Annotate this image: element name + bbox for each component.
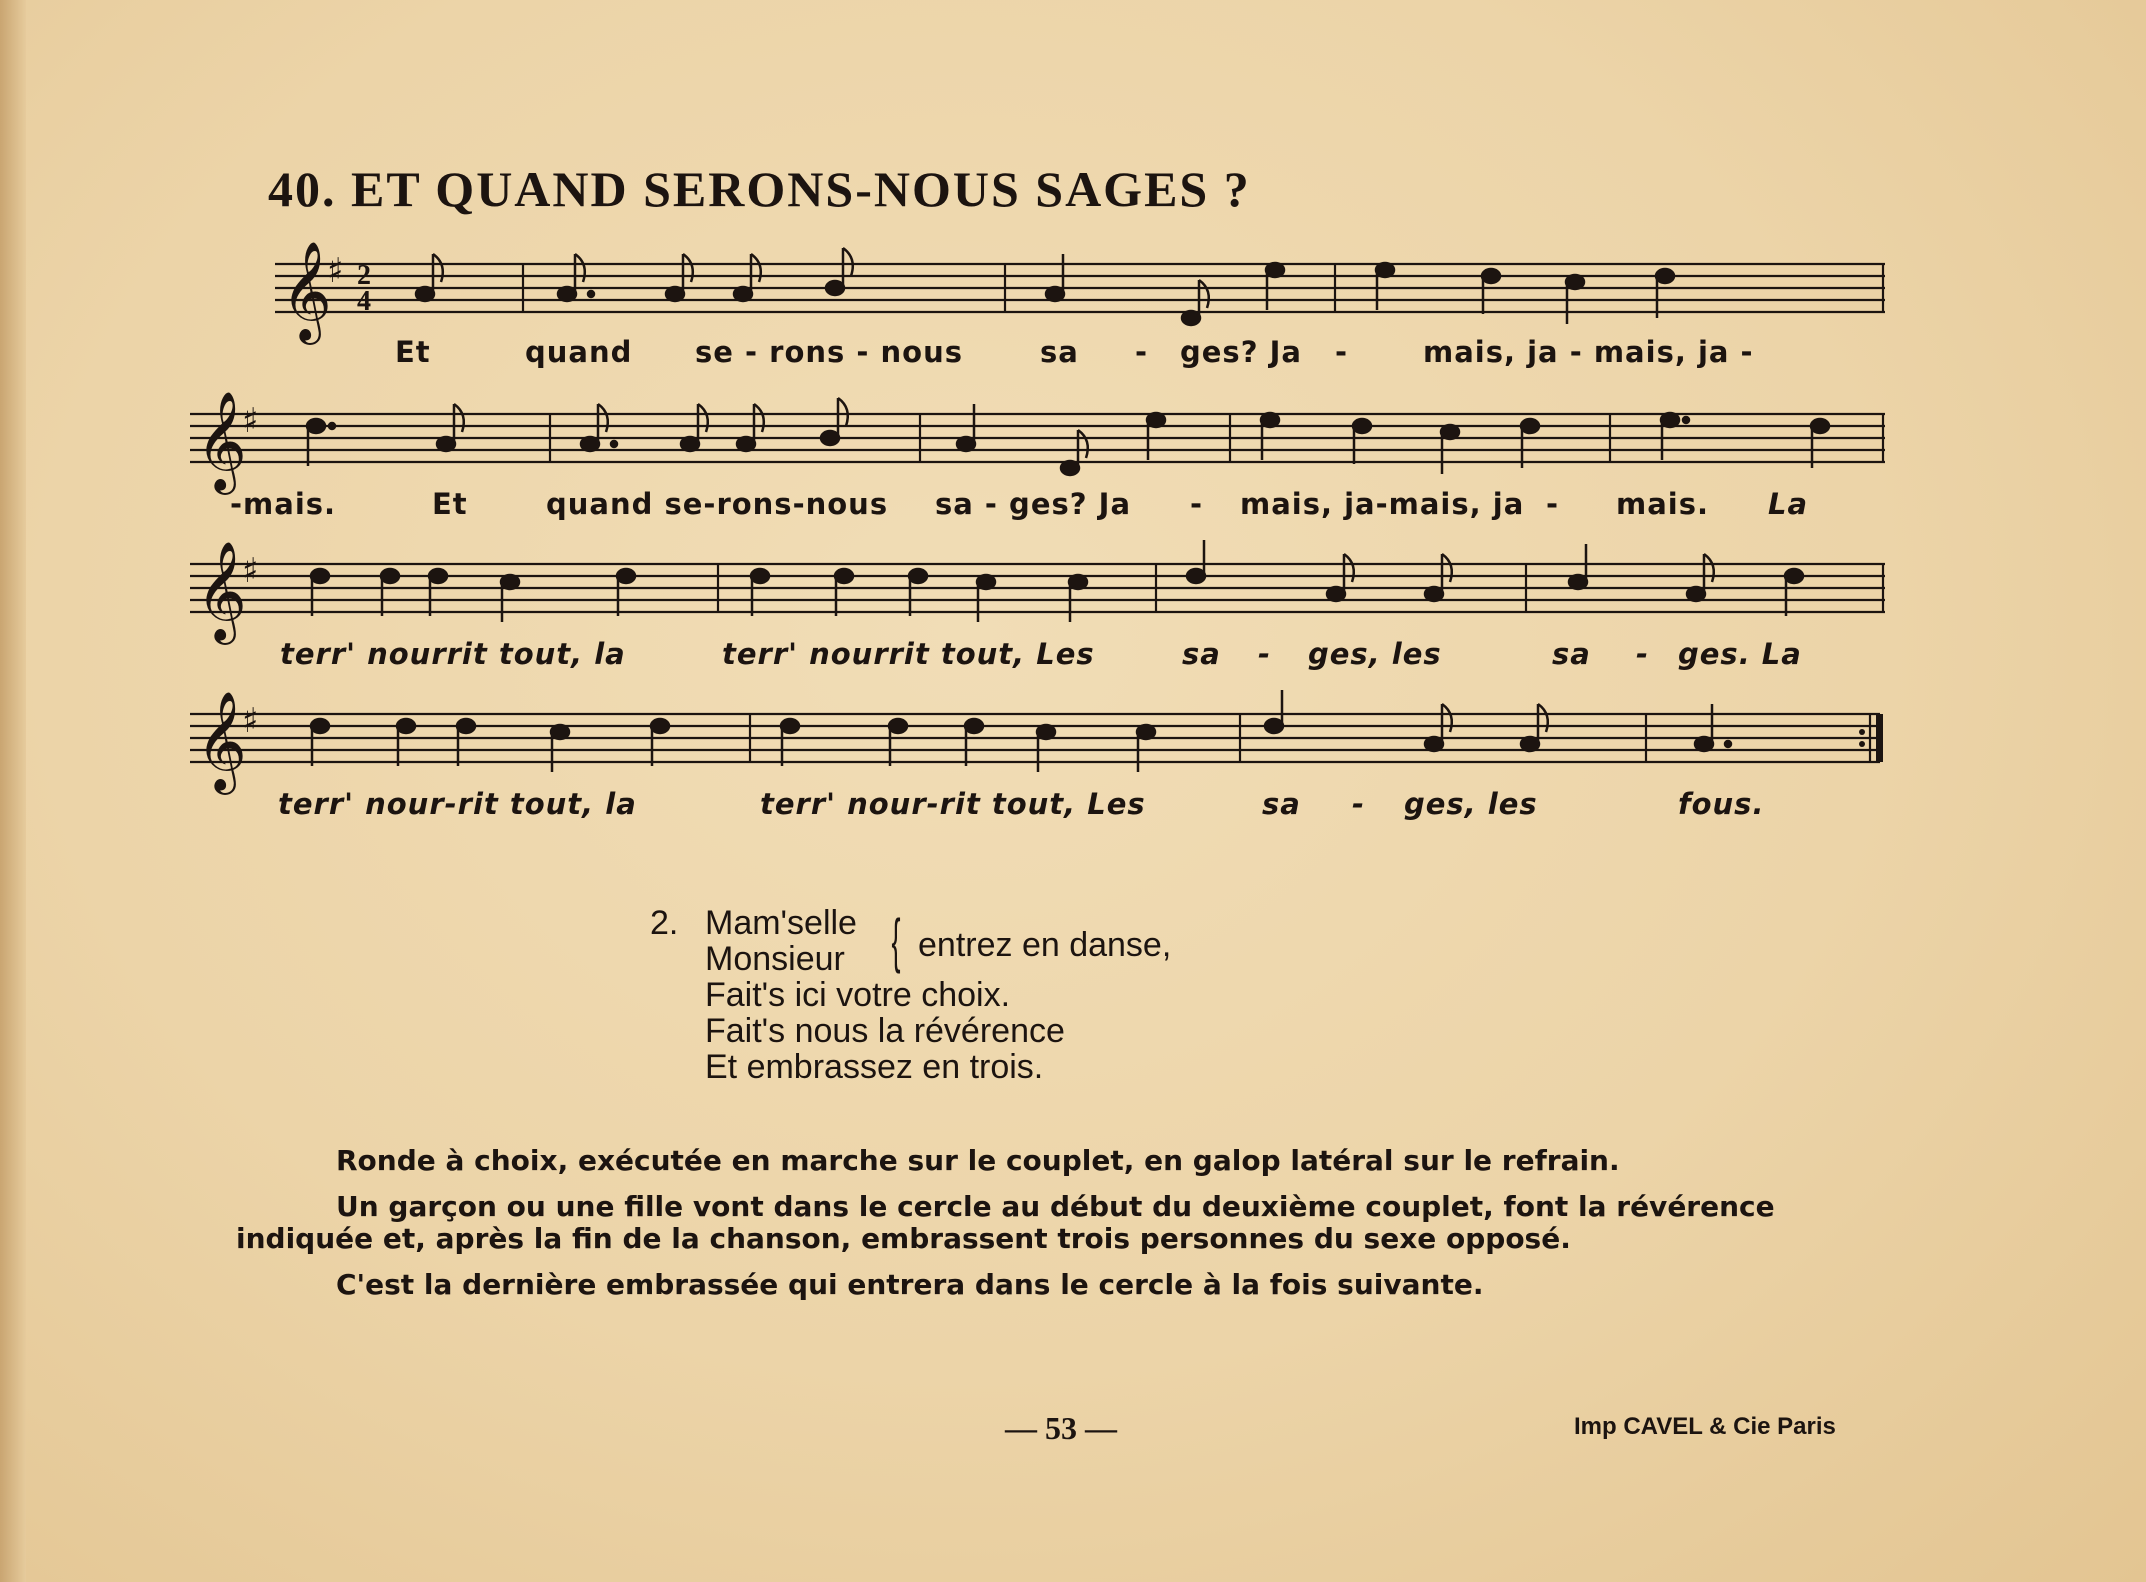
staff-2 <box>190 390 1890 490</box>
lyric: - <box>1352 787 1366 821</box>
instruction-paragraph: Un garçon ou une fille vont dans le cercle au début du deuxième couplet, font la révérence indiquée et, après la fin de la chanson, embrassent trois personnes du sexe opposé. <box>236 1190 1775 1255</box>
treble-clef-icon: 𝄞 <box>281 241 332 341</box>
lyrics-row-2 <box>190 487 1900 527</box>
lyric: - <box>1190 487 1204 521</box>
lyric: fous. <box>1678 787 1765 821</box>
lyric: - <box>1636 637 1650 671</box>
lyric: Et <box>432 487 468 521</box>
svg-text:♯: ♯ <box>242 551 259 591</box>
staff-3 <box>190 540 1890 640</box>
lyric: sa <box>1040 335 1079 369</box>
lyric: terr' nourrit tout, Les <box>722 637 1095 671</box>
lyric: terr' nourrit tout, la <box>280 637 626 671</box>
page-binding-edge <box>0 0 26 1582</box>
staff-1 <box>275 240 1895 340</box>
lyric: sa <box>1262 787 1301 821</box>
lyric: quand se-rons-nous <box>546 487 889 521</box>
lyric: se - rons - nous <box>695 335 963 369</box>
lyric: terr' nour-rit tout, Les <box>760 787 1146 821</box>
lyric: Et <box>395 335 431 369</box>
lyrics-row-1 <box>275 335 1895 375</box>
instruction-paragraph: Ronde à choix, exécutée en marche sur le couplet, en galop latéral sur le refrain. <box>336 1144 1620 1177</box>
lyric: sa <box>1182 637 1221 671</box>
lyric: mais, ja-mais, ja <box>1240 487 1525 521</box>
lyric: sa <box>1552 637 1591 671</box>
lyric: mais, ja - mais, ja - <box>1423 335 1754 369</box>
lyric: quand <box>525 335 633 369</box>
lyric: terr' nour-rit tout, la <box>278 787 637 821</box>
staff-4 <box>190 690 1890 790</box>
lyric: ges. La <box>1678 637 1802 671</box>
lyric: - <box>1135 335 1149 369</box>
lyric: sa - ges? Ja <box>935 487 1132 521</box>
verse-line: Et embrassez en trois. <box>705 1048 1044 1086</box>
music-system-2 <box>190 390 1890 490</box>
treble-clef-icon: 𝄞 <box>196 691 247 791</box>
verse-line: Fait's nous la révérence <box>705 1012 1065 1050</box>
treble-clef-icon: 𝄞 <box>196 541 247 641</box>
brace-glyph: { <box>891 907 901 974</box>
music-system-3 <box>190 540 1890 640</box>
music-system-1 <box>275 240 1895 340</box>
verse-number: 2. <box>650 904 679 942</box>
instruction-paragraph: C'est la dernière embrassée qui entrera dans le cercle à la fois suivante. <box>336 1268 1484 1301</box>
lyric: ges? Ja <box>1180 335 1302 369</box>
lyric: ges, les <box>1308 637 1442 671</box>
lyric: -mais. <box>230 487 337 521</box>
printer-imprint: Imp CAVEL & Cie Paris <box>1574 1413 1836 1440</box>
lyrics-row-4 <box>190 787 1900 827</box>
svg-text:4: 4 <box>357 286 371 317</box>
lyric: mais. <box>1616 487 1710 521</box>
svg-text:2: 2 <box>357 260 371 291</box>
lyric: - <box>1258 637 1272 671</box>
svg-text:♯: ♯ <box>242 401 259 441</box>
page-number: — 53 — <box>1005 1410 1117 1446</box>
svg-text:♯: ♯ <box>327 251 344 291</box>
lyric: ges, les <box>1404 787 1538 821</box>
lyric: - <box>1335 335 1349 369</box>
song-title: 40. ET QUAND SERONS-NOUS SAGES ? <box>268 161 1251 217</box>
verse-choice-line: Mam'selle <box>705 904 857 942</box>
lyrics-row-3 <box>190 637 1900 677</box>
verse-line: Fait's ici votre choix. <box>705 976 1011 1014</box>
lyric: - <box>1546 487 1560 521</box>
verse-choice-line: Monsieur <box>705 940 845 978</box>
music-system-4 <box>190 690 1890 790</box>
verse-brace-text: entrez en danse, <box>918 926 1172 964</box>
dance-instructions <box>236 1145 1876 1315</box>
svg-text:♯: ♯ <box>242 701 259 741</box>
lyric: La <box>1768 487 1809 521</box>
treble-clef-icon: 𝄞 <box>196 391 247 491</box>
